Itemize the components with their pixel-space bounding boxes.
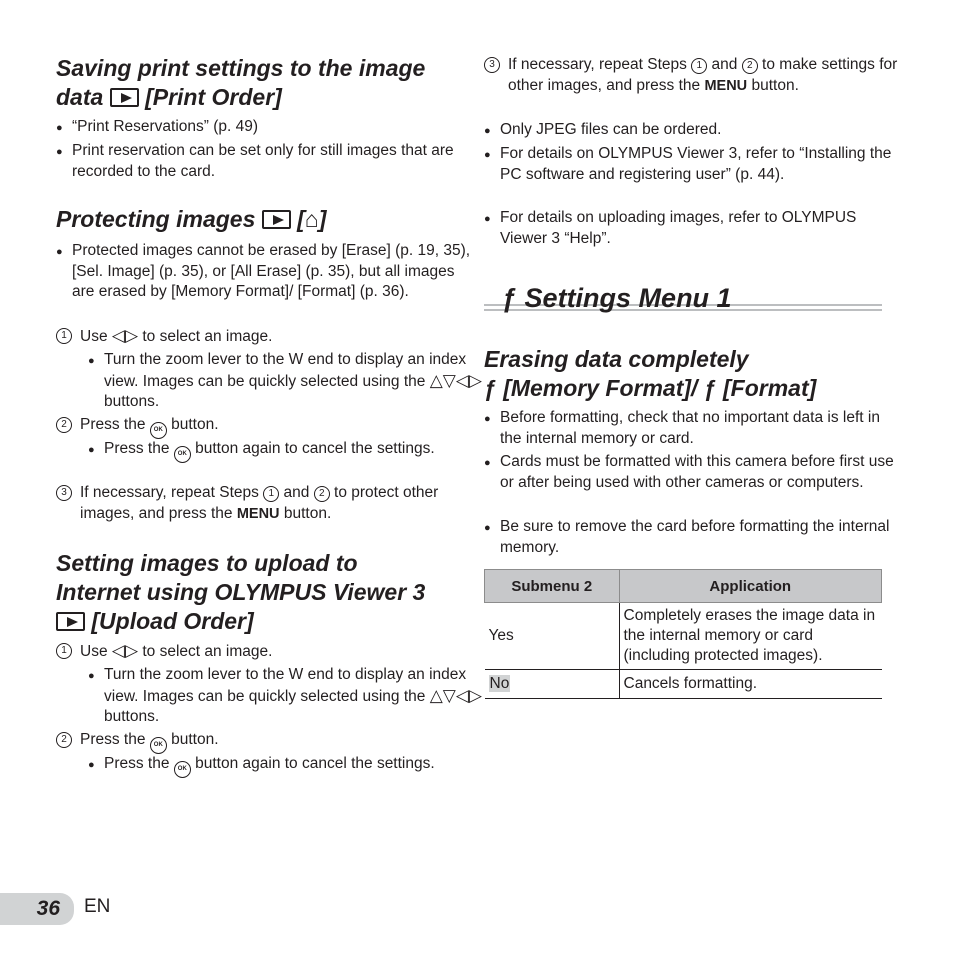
print-order-bullet: ● “Print Reservations” (p. 49): [56, 117, 462, 138]
step-number-2-icon: 2: [742, 58, 758, 74]
table-cell: Completely erases the image data in the internal memory or card (including protected images).: [619, 603, 882, 670]
format-options-table: [484, 569, 882, 699]
table-row: [485, 603, 882, 670]
playback-icon: [56, 612, 85, 631]
upload-step-3: 3 If necessary, repeat Steps 1 and 2 to make settings for other images, and press the MENU button.: [484, 55, 906, 96]
ok-button-icon: OK: [174, 446, 191, 463]
page-number: 36: [0, 893, 74, 925]
protect-step-2-note: ● Press the OK button again to cancel the settings.: [56, 439, 504, 463]
print-order-heading: Saving print settings to the image data [Print Order]: [56, 55, 426, 110]
direction-arrows-icon: △▽◁▷: [429, 370, 482, 390]
left-right-arrows-icon: ◁▷: [111, 326, 139, 345]
erase-bullet: ● Be sure to remove the card before formatting the internal memory.: [484, 517, 898, 558]
step-number-2-icon: 2: [314, 486, 330, 502]
table-cell: Yes: [485, 603, 620, 670]
step-number-1-icon: 1: [56, 643, 72, 659]
step-number-2-icon: 2: [56, 417, 72, 433]
table-header-row: [485, 570, 882, 603]
protect-heading: Protecting images [⌂]: [56, 206, 327, 232]
step-number-1-icon: 1: [263, 486, 279, 502]
direction-arrows-icon: △▽◁▷: [429, 685, 482, 705]
upload-step-2-note: ● Press the OK button again to cancel the settings.: [56, 754, 504, 778]
ok-button-icon: OK: [150, 737, 167, 754]
upload-step-1-note: ● Turn the zoom lever to the W end to display an index view. Images can be quickly selected using the △▽◁▷ buttons.: [56, 665, 504, 728]
protect-step-2: 2 Press the OK button.: [56, 415, 480, 439]
erase-bullet: ● Cards must be formatted with this camera before first use or after being used with other cameras or computers.: [484, 452, 898, 493]
table-header: Submenu 2: [485, 570, 620, 603]
step-number-1-icon: 1: [56, 328, 72, 344]
upload-heading: Setting images to upload to Internet using OLYMPUS Viewer 3 [Upload Order]: [56, 550, 426, 634]
settings-wrench-icon: ƒ: [484, 375, 497, 401]
step-number-3-icon: 3: [484, 57, 500, 73]
upload-step-2: 2 Press the OK button.: [56, 730, 480, 754]
protect-step-1-note: ● Turn the zoom lever to the W end to display an index view. Images can be quickly selected using the △▽◁▷ buttons.: [56, 350, 504, 413]
menu-button-label: MENU: [704, 77, 748, 94]
upload-bullet: ● For details on OLYMPUS Viewer 3, refer to “Installing the PC software and registering user” (p. 44).: [484, 144, 898, 185]
step-number-2-icon: 2: [56, 732, 72, 748]
menu-button-label: MENU: [236, 505, 280, 522]
ok-button-icon: OK: [174, 761, 191, 778]
settings-menu-section: [484, 280, 882, 316]
table-header: Application: [619, 570, 882, 603]
protect-bullet: ● Protected images cannot be erased by [Erase] (p. 19, 35), [Sel. Image] (p. 35), or [All Erase] (p. 35), but all images are erased by [Memory Format]/ [Format] (p. 36).: [56, 241, 472, 303]
step-number-3-icon: 3: [56, 485, 72, 501]
erase-heading: Erasing data completely ƒ [Memory Format]/ ƒ [Format]: [484, 346, 817, 401]
settings-wrench-icon: ƒ: [703, 375, 717, 401]
upload-bullet: ● Only JPEG files can be ordered.: [484, 120, 898, 141]
protect-key-icon: ⌂: [304, 206, 319, 232]
settings-wrench-icon: ƒ: [502, 283, 518, 313]
table-cell: [485, 670, 620, 699]
settings-menu-title: ƒ Settings Menu 1: [502, 283, 732, 313]
ok-button-icon: OK: [150, 422, 167, 439]
selected-option-highlight: No: [489, 675, 510, 692]
upload-bullet: ● For details on uploading images, refer to OLYMPUS Viewer 3 “Help”.: [484, 208, 898, 249]
playback-icon: [110, 88, 139, 107]
table-cell: Cancels formatting.: [619, 670, 882, 699]
left-right-arrows-icon: ◁▷: [111, 641, 139, 660]
step-number-1-icon: 1: [691, 58, 707, 74]
upload-step-1: 1 Use ◁▷ to select an image.: [56, 641, 480, 663]
erase-bullet: ● Before formatting, check that no important data is left in the internal memory or card.: [484, 408, 898, 449]
protect-step-3: 3 If necessary, repeat Steps 1 and 2 to protect other images, and press the MENU button.: [56, 483, 480, 524]
language-label: EN: [84, 896, 111, 917]
table-row: [485, 670, 882, 699]
protect-step-1: 1 Use ◁▷ to select an image.: [56, 326, 480, 348]
print-order-bullet: ● Print reservation can be set only for still images that are recorded to the card.: [56, 141, 462, 182]
playback-icon: [262, 210, 291, 229]
